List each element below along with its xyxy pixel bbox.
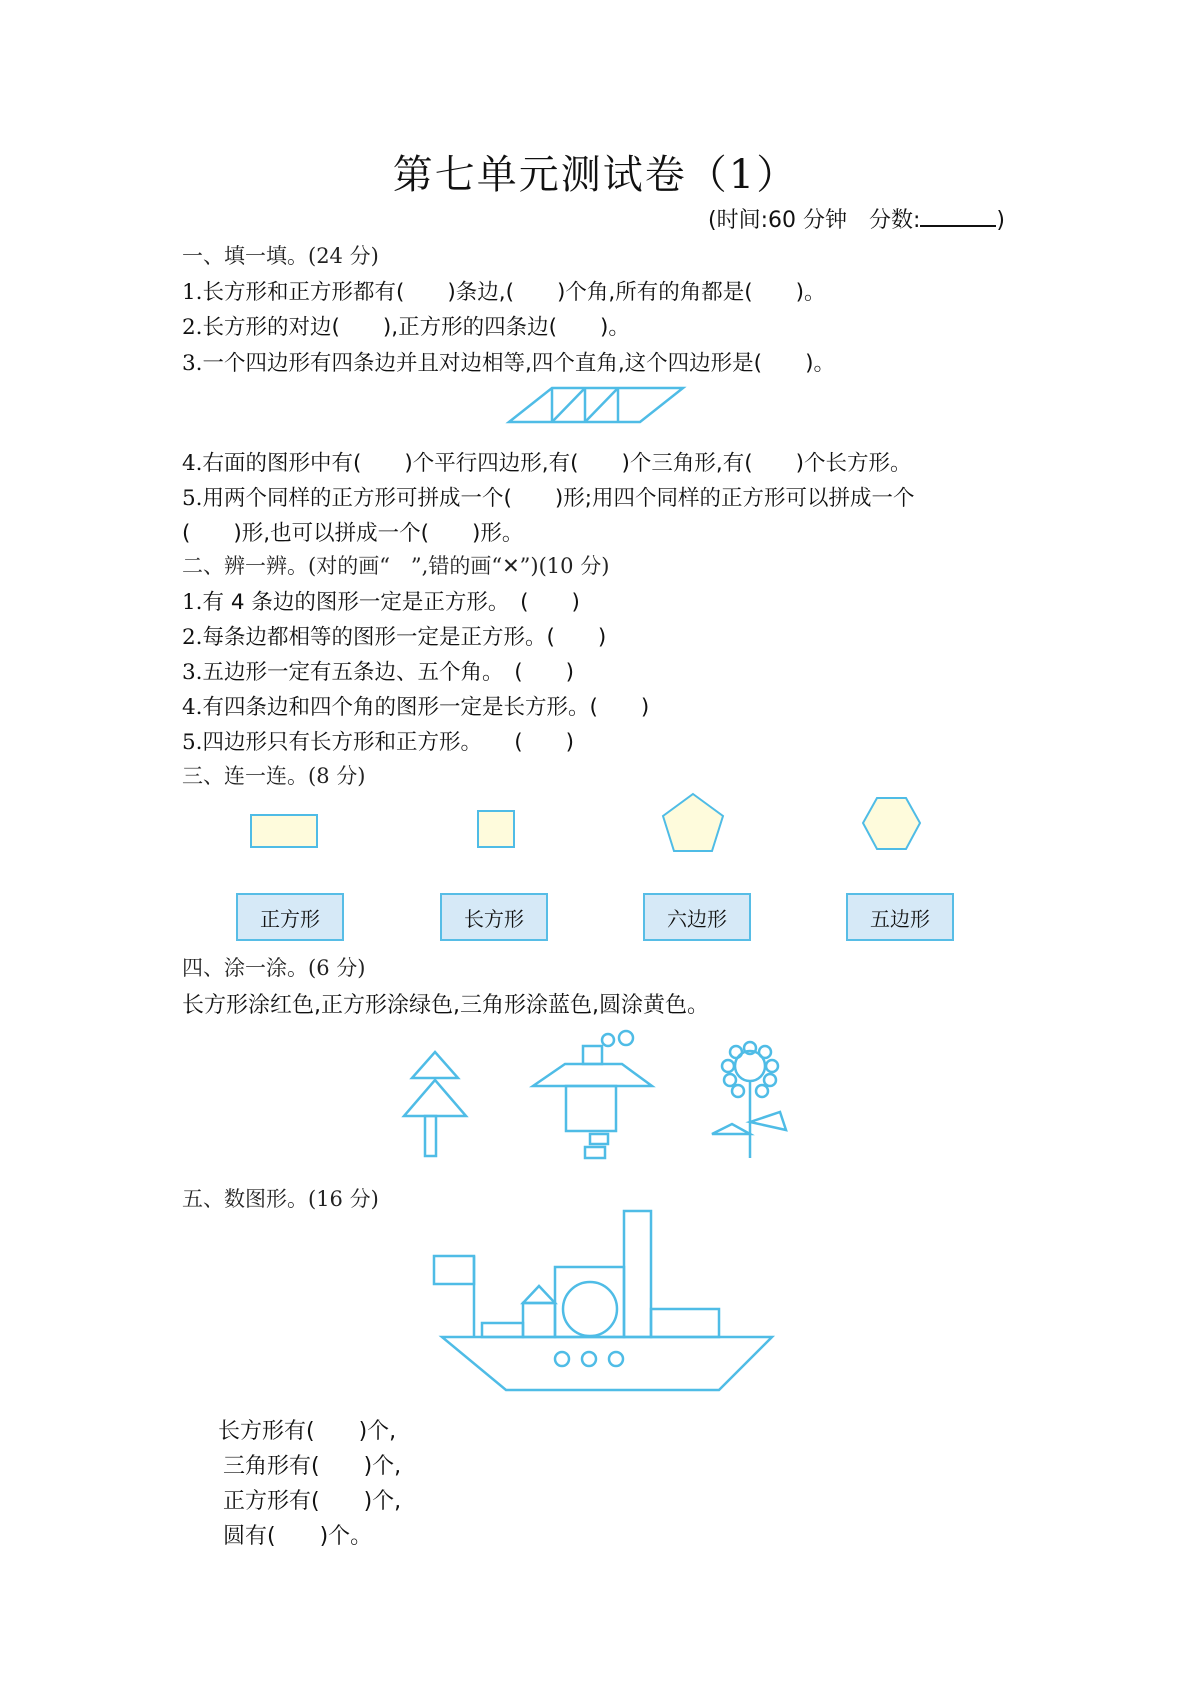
question-1-2: 2.长方形的对边( ),正方形的四条边( )。 [182, 315, 630, 340]
section-1-heading: 一、填一填。(24 分) [182, 244, 379, 268]
question-2-5: 5.四边形只有长方形和正方形。 ( ) [182, 730, 575, 755]
answer-squares: 正方形有( )个, [223, 1489, 402, 1514]
hexagon-shape[interactable] [861, 796, 923, 852]
question-1-3: 3.一个四边形有四条边并且对边相等,四个直角,这个四边形是( )。 [182, 351, 835, 376]
question-1-5: 5.用两个同样的正方形可拼成一个( )形;用四个同样的正方形可以拼成一个 [182, 486, 915, 511]
ship-picture[interactable] [420, 1210, 780, 1390]
house-picture[interactable] [530, 1030, 655, 1162]
question-1-4: 4.右面的图形中有( )个平行四边形,有( )个三角形,有( )个长方形。 [182, 451, 912, 476]
pentagon-shape[interactable] [660, 792, 726, 854]
flower-picture[interactable] [710, 1042, 790, 1162]
question-2-3: 3.五边形一定有五条边、五个角。 ( ) [182, 660, 575, 685]
label-hexagon[interactable]: 六边形 [643, 893, 751, 941]
score-blank[interactable] [920, 207, 996, 227]
section-4-heading: 四、涂一涂。(6 分) [182, 956, 366, 980]
square-shape[interactable] [477, 810, 517, 850]
question-2-2: 2.每条边都相等的图形一定是正方形。( ) [182, 625, 607, 650]
question-2-4: 4.有四条边和四个角的图形一定是长方形。( ) [182, 695, 650, 720]
answer-triangles: 三角形有( )个, [223, 1454, 402, 1479]
parallelogram-strip-figure [505, 384, 685, 426]
question-1-5-cont: ( )形,也可以拼成一个( )形。 [182, 521, 524, 546]
question-1-1: 1.长方形和正方形都有( )条边,( )个角,所有的角都是( )。 [182, 280, 826, 305]
page-title: 第七单元测试卷（1） [392, 152, 799, 198]
label-square[interactable]: 正方形 [236, 893, 344, 941]
label-pentagon[interactable]: 五边形 [846, 893, 954, 941]
section-2-heading: 二、辨一辨。(对的画“ ”,错的画“✕”)(10 分) [182, 554, 610, 578]
time-score-label: (时间:60 分钟 分数: [708, 208, 921, 233]
rectangle-shape[interactable] [250, 814, 320, 850]
tree-picture[interactable] [400, 1050, 470, 1160]
exam-meta [708, 203, 1005, 234]
question-2-1: 1.有 4 条边的图形一定是正方形。 ( ) [182, 590, 580, 615]
meta-close: ) [996, 208, 1005, 233]
coloring-instruction: 长方形涂红色,正方形涂绿色,三角形涂蓝色,圆涂黄色。 [182, 993, 709, 1018]
section-5-heading: 五、数图形。(16 分) [182, 1187, 379, 1211]
label-rectangle[interactable]: 长方形 [440, 893, 548, 941]
section-3-heading: 三、连一连。(8 分) [182, 764, 366, 788]
answer-rectangles: 长方形有( )个, [218, 1419, 397, 1444]
answer-circles: 圆有( )个。 [223, 1524, 373, 1549]
